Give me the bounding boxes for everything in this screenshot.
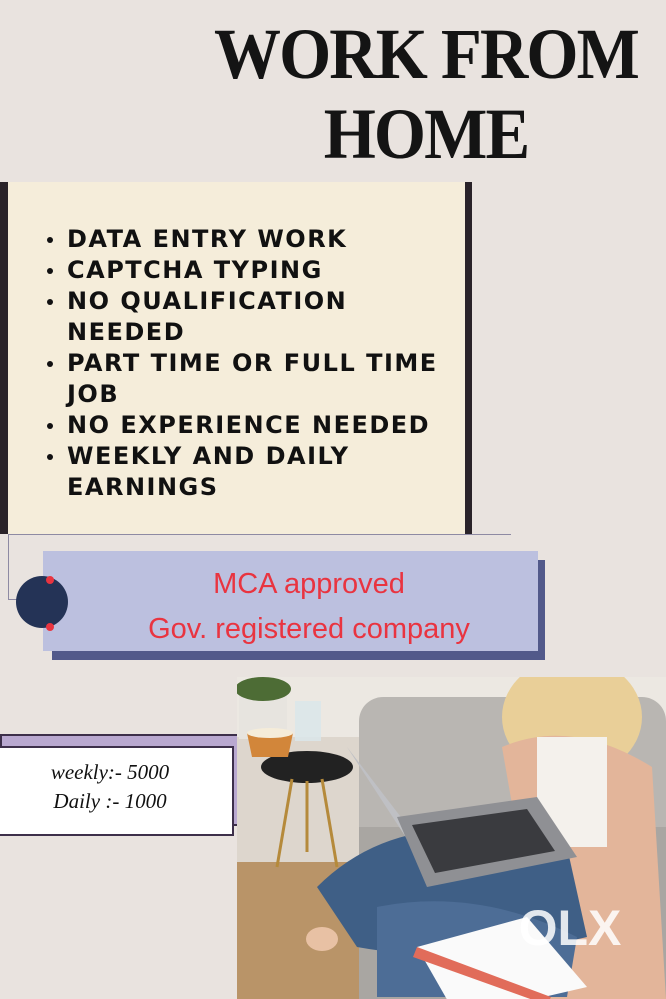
page-title <box>212 14 640 174</box>
list-item: CAPTCHA TYPING <box>47 255 447 286</box>
bullet-icon <box>47 268 53 274</box>
title-line-2: HOME <box>323 94 529 174</box>
red-dot-icon <box>46 623 54 631</box>
list-item: PART TIME OR FULL TIME JOB <box>47 348 447 410</box>
list-item: NO QUALIFICATION NEEDED <box>47 286 447 348</box>
red-dot-icon <box>46 576 54 584</box>
decorative-circle-icon <box>16 576 68 628</box>
weekly-earnings: weekly:- 5000 <box>50 760 170 784</box>
features-list <box>47 224 447 503</box>
approval-text <box>84 562 534 652</box>
approval-line-1: MCA approved <box>213 568 405 600</box>
daily-earnings: Daily :- 1000 <box>53 789 167 813</box>
bullet-icon <box>47 237 53 243</box>
approval-line-2: Gov. registered company <box>148 613 470 645</box>
svg-text:OLX: OLX <box>518 900 622 955</box>
list-item: NO EXPERIENCE NEEDED <box>47 410 447 441</box>
list-item: DATA ENTRY WORK <box>47 224 447 255</box>
bullet-icon <box>47 299 53 305</box>
bullet-icon <box>47 454 53 460</box>
title-line-1: WORK FROM <box>213 14 639 94</box>
watermark-logo <box>510 897 630 955</box>
bullet-icon <box>47 361 53 367</box>
list-item: WEEKLY AND DAILY EARNINGS <box>47 441 447 503</box>
earnings-text <box>0 758 220 816</box>
bullet-icon <box>47 423 53 429</box>
